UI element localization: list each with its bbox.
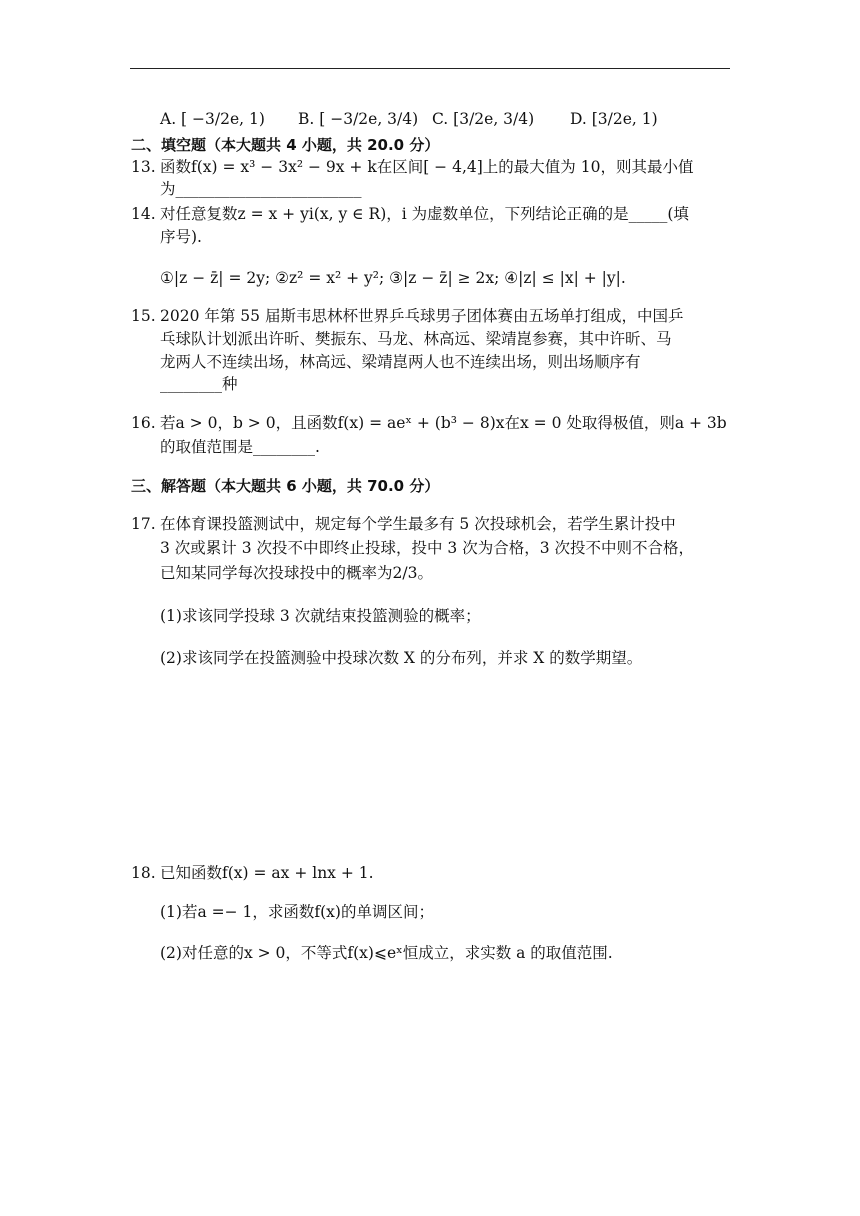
question-17-line-3: 已知某同学每次投球投中的概率为2/3。: [160, 564, 433, 582]
question-17-number: 17.: [131, 515, 156, 533]
question-18-part-1: (1)若a =− 1，求函数f(x)的单调区间；: [160, 903, 434, 921]
question-14-line-2: 序号).: [160, 228, 202, 246]
choice-c: C. [3/2e, 3/4): [432, 110, 535, 128]
question-16-line-2: 的取值范围是________.: [160, 438, 320, 456]
question-17-part-1: (1)求该同学投球 3 次就结束投篮测验的概率；: [160, 607, 481, 625]
question-14-number: 14.: [131, 205, 156, 223]
question-13-number: 13.: [131, 158, 156, 176]
question-14-line-1: 对任意复数z = x + yi(x, y ∈ R)，i 为虚数单位，下列结论正确的是_____(填: [160, 205, 689, 223]
choice-a: A. [ −3/2e, 1): [160, 110, 265, 128]
choice-d: D. [3/2e, 1): [570, 110, 658, 128]
question-16-number: 16.: [131, 414, 156, 432]
question-15-line-4: ________种: [160, 375, 238, 393]
header-rule: [130, 68, 730, 69]
section-heading-solutions: 三、解答题（本大题共 6 小题，共 70.0 分）: [131, 477, 440, 495]
question-18-part-2: (2)对任意的x > 0，不等式f(x)⩽eˣ恒成立，求实数 a 的取值范围.: [160, 944, 613, 962]
question-15-number: 15.: [131, 307, 156, 325]
question-17-part-2: (2)求该同学在投篮测验中投球次数 X 的分布列，并求 X 的数学期望。: [160, 649, 643, 667]
question-18-line-1: 已知函数f(x) = ax + lnx + 1.: [160, 864, 374, 882]
question-14-options: ①|z − z̄| = 2y; ②z² = x² + y²; ③|z − z̄| ≥ 2x; ④|z| ≤ |x| + |y|.: [160, 269, 626, 287]
question-18-number: 18.: [131, 864, 156, 882]
question-15-line-1: 2020 年第 55 届斯韦思林杯世界乒乓球男子团体赛由五场单打组成，中国乒: [160, 307, 684, 325]
question-16-line-1: 若a > 0，b > 0，且函数f(x) = aeˣ + (b³ − 8)x在x = 0 处取得极值，则a + 3b: [160, 414, 727, 432]
choice-b: B. [ −3/2e, 3/4): [298, 110, 419, 128]
section-heading-fill-blank: 二、填空题（本大题共 4 小题，共 20.0 分）: [131, 136, 440, 154]
question-15-line-3: 龙两人不连续出场，林高远、梁靖崑两人也不连续出场，则出场顺序有: [160, 353, 641, 371]
question-13-line-2: 为________________________: [160, 180, 362, 198]
question-13-line-1: 函数f(x) = x³ − 3x² − 9x + k在区间[ − 4,4]上的最大值为 10，则其最小值: [160, 158, 694, 176]
question-17-line-2: 3 次或累计 3 次投不中即终止投球，投中 3 次为合格，3 次投不中则不合格，: [160, 539, 695, 557]
question-15-line-2: 乓球队计划派出许昕、樊振东、马龙、林高远、梁靖崑参赛，其中许昕、马: [160, 330, 672, 348]
question-17-line-1: 在体育课投篮测试中，规定每个学生最多有 5 次投球机会，若学生累计投中: [160, 515, 676, 533]
